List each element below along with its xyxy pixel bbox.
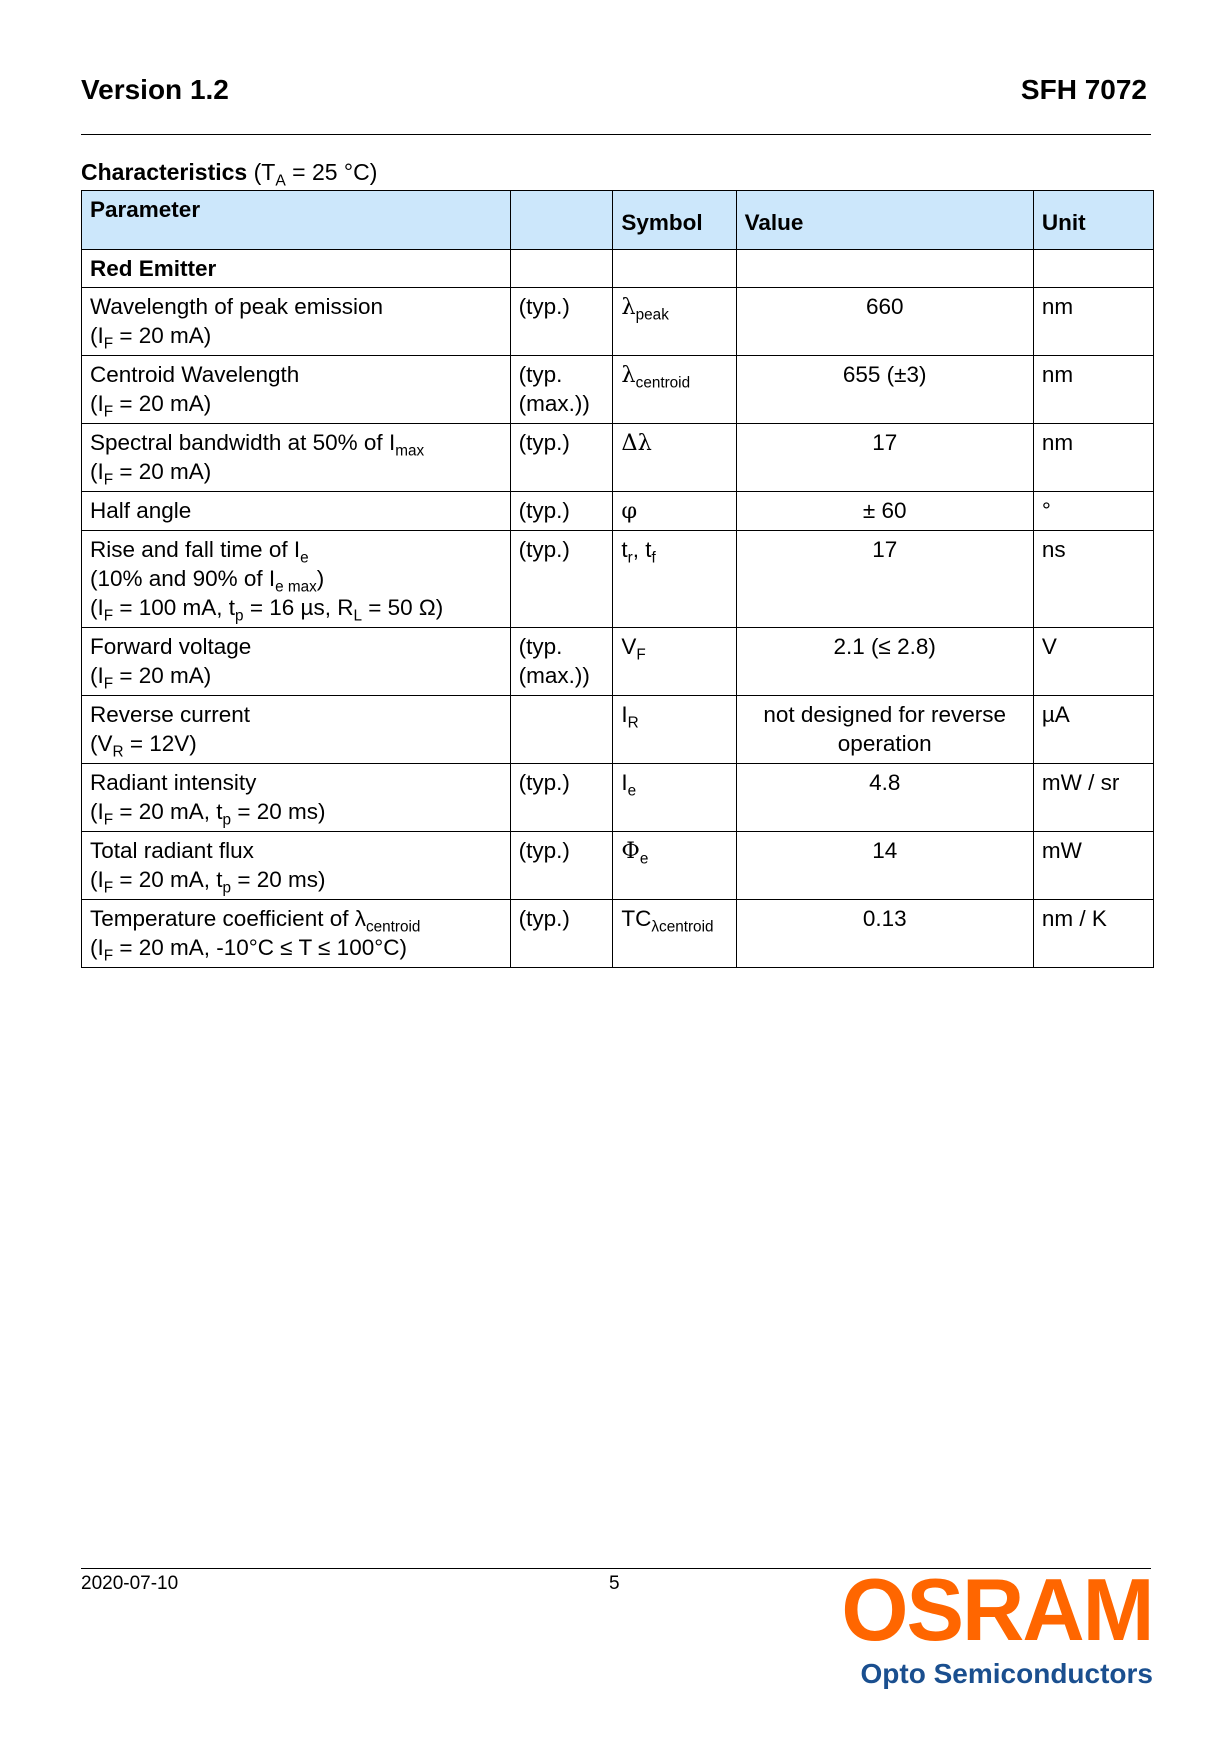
parameter-cell: Wavelength of peak emission ($I_F = 20$ mA): [82, 288, 511, 356]
note-cell: (typ.): [510, 531, 613, 628]
symbol-cell: $\Phi_e$: [613, 832, 736, 900]
value-cell: not designed for reverse operation: [736, 696, 1033, 764]
symbol-cell: $\lambda_{peak}$: [613, 288, 736, 356]
table-row: [82, 628, 1154, 696]
header-divider: [81, 134, 1151, 135]
section-title: Characteristics ($T_A = 25$ °C): [81, 159, 378, 190]
note-cell: (typ. (max.)): [510, 356, 613, 424]
table-row: [82, 356, 1154, 424]
symbol-cell: $TC_{\lambda centroid}$: [613, 900, 736, 968]
unit-cell: V: [1033, 628, 1153, 696]
value-cell: 660: [736, 288, 1033, 356]
parameter-cell: Total radiant flux ($I_F = 20$ mA, $t_p = 20$ ms): [82, 832, 511, 900]
unit-cell: mW: [1033, 832, 1153, 900]
characteristics-table: [81, 190, 1154, 968]
value-cell: 4.8: [736, 764, 1033, 832]
parameter-cell: Half angle: [82, 492, 511, 531]
unit-cell: nm: [1033, 356, 1153, 424]
note-cell: (typ.): [510, 764, 613, 832]
unit-cell: nm / K: [1033, 900, 1153, 968]
unit-cell: °: [1033, 492, 1153, 531]
footer-date: 2020-07-10: [81, 1573, 179, 1594]
logo-wordmark: OSRAM: [841, 1560, 1153, 1659]
symbol-cell: φ: [613, 492, 736, 531]
table-header-row: [82, 191, 1154, 250]
value-cell: 2.1 (≤ 2.8): [736, 628, 1033, 696]
unit-cell: nm: [1033, 288, 1153, 356]
header-value: Value: [736, 191, 1033, 250]
parameter-cell: Reverse current $(V_R = 12V)$: [82, 696, 511, 764]
note-cell: (typ.): [510, 424, 613, 492]
value-cell: 17: [736, 424, 1033, 492]
parameter-cell: Rise and fall time of $I_e$ (10% and 90% of $I_{e max}$) ($I_F = 100$ mA, $t_p = 16$ µs, $R_L = 50$ Ω): [82, 531, 511, 628]
table-row: [82, 900, 1154, 968]
value-cell: 17: [736, 531, 1033, 628]
product-name: SFH 7072: [1020, 74, 1147, 105]
symbol-cell: $I_e$: [613, 764, 736, 832]
note-cell: (typ. (max.)): [510, 628, 613, 696]
symbol-cell: Δλ: [613, 424, 736, 492]
header-blank: [510, 191, 613, 250]
value-cell: 655 (±3): [736, 356, 1033, 424]
section-label: Red Emitter: [82, 250, 511, 288]
parameter-cell: Spectral bandwidth at 50% of $I_{max}$ ($I_F = 20$ mA): [82, 424, 511, 492]
value-cell: ± 60: [736, 492, 1033, 531]
symbol-cell: $I_R$: [613, 696, 736, 764]
table-row: [82, 696, 1154, 764]
note-cell: (typ.): [510, 288, 613, 356]
note-cell: [510, 696, 613, 764]
note-cell: (typ.): [510, 492, 613, 531]
page-number: 5: [609, 1573, 620, 1594]
osram-logo: [835, 1560, 1153, 1690]
table-row: [82, 531, 1154, 628]
note-cell: (typ.): [510, 832, 613, 900]
symbol-cell: $\lambda_{centroid}$: [613, 356, 736, 424]
table-row: [82, 764, 1154, 832]
header-symbol: Symbol: [613, 191, 736, 250]
logo-tagline: Opto Semiconductors: [860, 1658, 1153, 1689]
note-cell: (typ.): [510, 900, 613, 968]
unit-cell: µA: [1033, 696, 1153, 764]
section-row: [82, 250, 1154, 288]
value-cell: 14: [736, 832, 1033, 900]
table-row: [82, 832, 1154, 900]
header-parameter: Parameter: [82, 191, 511, 250]
parameter-cell: Radiant intensity ($I_F = 20$ mA, $t_p = 20$ ms): [82, 764, 511, 832]
table-row: [82, 288, 1154, 356]
table-row: [82, 424, 1154, 492]
unit-cell: ns: [1033, 531, 1153, 628]
document-version: Version 1.2: [81, 74, 229, 105]
symbol-cell: $V_F$: [613, 628, 736, 696]
parameter-cell: Forward voltage ($I_F = 20$ mA): [82, 628, 511, 696]
symbol-cell: $t_r$, $t_f$: [613, 531, 736, 628]
header-unit: Unit: [1033, 191, 1153, 250]
unit-cell: mW / sr: [1033, 764, 1153, 832]
unit-cell: nm: [1033, 424, 1153, 492]
value-cell: 0.13: [736, 900, 1033, 968]
parameter-cell: Centroid Wavelength ($I_F = 20$ mA): [82, 356, 511, 424]
parameter-cell: Temperature coefficient of $\lambda_{centroid}$ ($I_F = 20$ mA, -10°C ≤ T ≤ 100°C): [82, 900, 511, 968]
table-row: [82, 492, 1154, 531]
